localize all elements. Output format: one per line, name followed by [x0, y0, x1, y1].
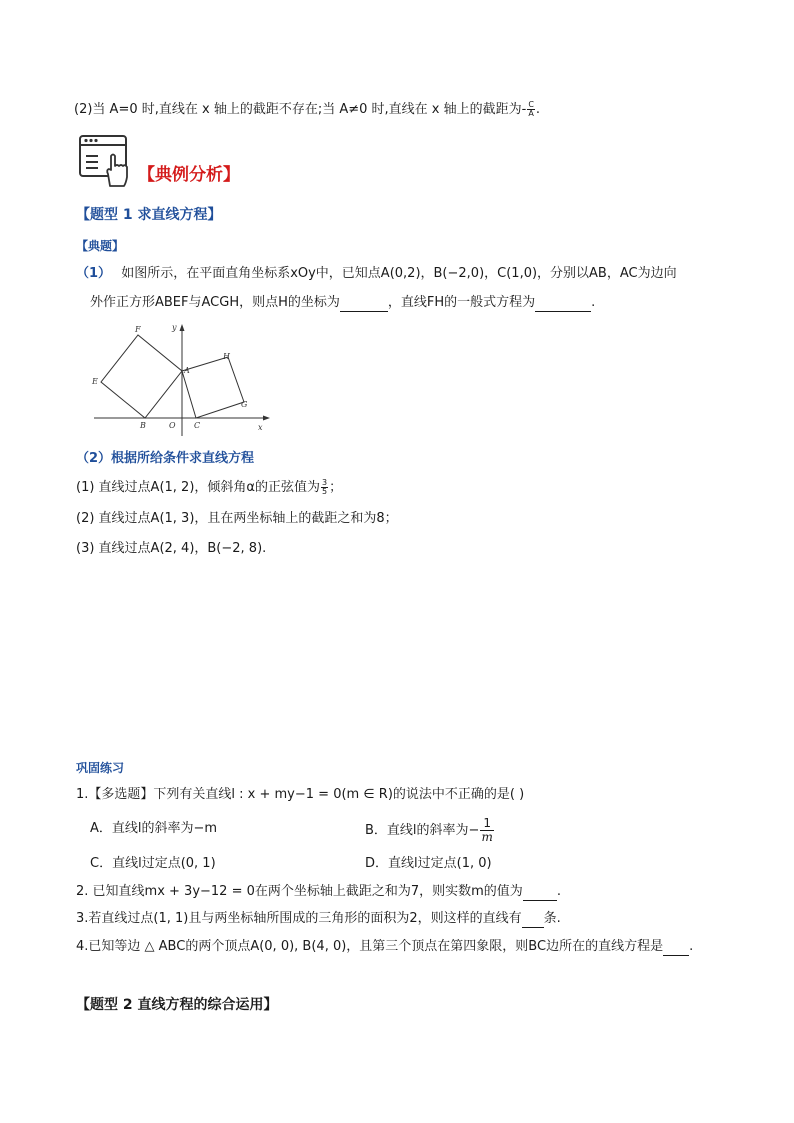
- q2-item1-text: (1) 直线过点A(1, 2)，倾斜角α的正弦值为: [76, 480, 320, 495]
- intro-text: (2)当 A=0 时,直线在 x 轴上的截距不存在;当 A≠0 时,直线在 x 轴上的截距为-: [74, 102, 527, 117]
- x-axis-arrow: [263, 416, 270, 421]
- label-e: E: [92, 377, 98, 386]
- frac-num: 3: [321, 478, 328, 487]
- q1-text1: 如图所示，在平面直角坐标系xOy中，已知点A(0,2)，B(−2,0)，C(1,0)，分别以AB，AC为边向: [121, 266, 677, 281]
- option-b: [365, 817, 495, 844]
- p3-tail: 条.: [543, 911, 561, 926]
- practice-p2: [76, 883, 561, 901]
- option-b-text: B．直线l的斜率为−: [365, 823, 480, 838]
- section2-title: 【题型 2 直线方程的综合运用】: [76, 997, 278, 1013]
- p4-tail: .: [689, 939, 694, 954]
- p4-text: 4.已知等边 △ ABC的两个顶点A(0, 0), B(4, 0)，且第三个顶点在第四象限，则BC边所在的直线方程是: [76, 939, 664, 954]
- frac-den: 5: [321, 487, 328, 496]
- label-o: O: [169, 421, 176, 430]
- label-x: x: [258, 423, 263, 432]
- geometry-figure: [86, 318, 276, 436]
- line-count-blank[interactable]: [522, 913, 544, 928]
- label-g: G: [241, 400, 248, 409]
- banner-title: 【典例分析】: [138, 165, 240, 185]
- intro-line: [74, 101, 540, 119]
- q2-item1-fraction: [321, 479, 328, 496]
- practice-p1: 1.【多选题】下列有关直线l : x + my−1 = 0(m ∈ R)的说法中不正确的是( ): [76, 787, 525, 802]
- practice-title: 巩固练习: [76, 761, 125, 775]
- label-b: B: [140, 421, 146, 430]
- label-f: F: [135, 325, 141, 334]
- example-tag: 【典题】: [76, 239, 125, 253]
- label-c: C: [194, 421, 201, 430]
- option-b-fraction: [480, 817, 493, 844]
- bc-equation-blank[interactable]: [663, 941, 689, 956]
- q2-title: （2）根据所给条件求直线方程: [76, 451, 255, 466]
- p2-tail: .: [556, 884, 561, 899]
- q1-number: （1）: [76, 266, 112, 281]
- y-axis-arrow: [180, 324, 185, 331]
- practice-p4: [76, 938, 693, 956]
- q2-item1: [76, 479, 342, 497]
- square-acgh: [182, 357, 244, 418]
- intro-frac-den: A: [528, 109, 534, 118]
- square-abef: [101, 335, 182, 418]
- q1-text2b: ，直线FH的一般式方程为: [387, 295, 536, 310]
- q2-item3: (3) 直线过点A(2, 4)，B(−2, 8).: [76, 541, 267, 556]
- fh-equation-blank[interactable]: [535, 297, 591, 312]
- q2-item1-tail: ；: [329, 480, 343, 495]
- p2-text: 2. 已知直线mx + 3y−12 = 0在两个坐标轴上截距之和为7，则实数m的值为: [76, 884, 523, 899]
- intro-frac-num: C: [528, 100, 534, 109]
- q1-line2: [90, 294, 595, 312]
- h-coordinate-blank[interactable]: [340, 297, 388, 312]
- intro-tail: .: [535, 102, 541, 117]
- label-a: A: [184, 366, 190, 375]
- browser-pointer-icon: [78, 132, 138, 188]
- option-c: C．直线l过定点(0, 1): [90, 856, 216, 871]
- option-d: D．直线l过定点(1, 0): [365, 856, 492, 871]
- section1-title: 【题型 1 求直线方程】: [76, 207, 222, 223]
- p3-text: 3.若直线过点(1, 1)且与两坐标轴所围成的三角形的面积为2，则这样的直线有: [76, 911, 522, 926]
- intro-fraction: [527, 101, 535, 118]
- option-a: A．直线l的斜率为−m: [90, 821, 218, 836]
- frac-num: 1: [480, 817, 493, 831]
- q2-item2: (2) 直线过点A(1, 3)，且在两坐标轴上的截距之和为8；: [76, 511, 398, 526]
- label-y: y: [172, 323, 177, 332]
- label-h: H: [223, 352, 230, 361]
- m-value-blank[interactable]: [523, 886, 557, 901]
- q1-text2a: 外作正方形ABEF与ACGH，则点H的坐标为: [90, 295, 340, 310]
- frac-den: m: [481, 830, 493, 844]
- q1-line1: [76, 265, 677, 283]
- q1-text2c: .: [591, 295, 596, 310]
- practice-p3: [76, 910, 561, 928]
